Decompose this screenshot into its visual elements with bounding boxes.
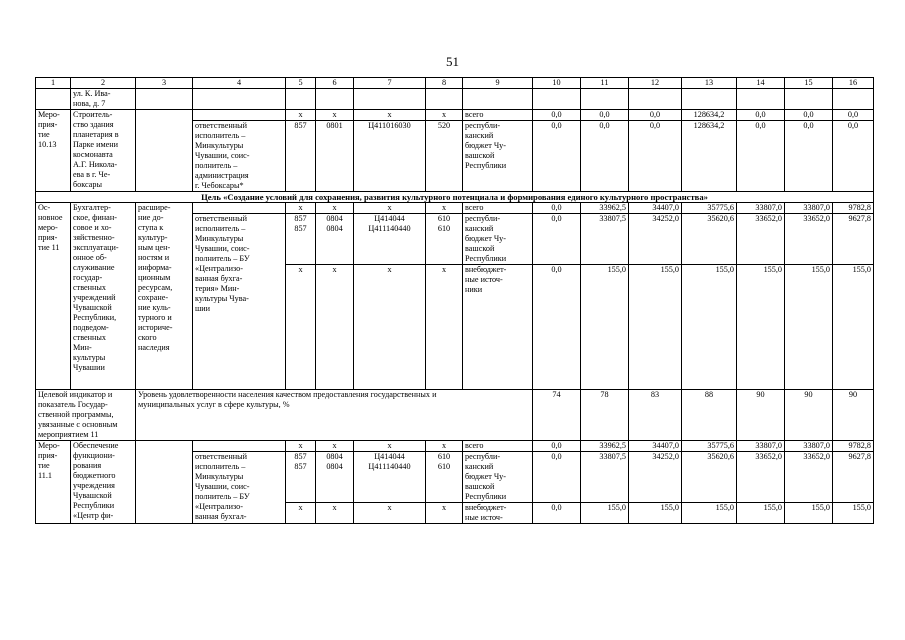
table-row: х х х х внебюджет- ные источ- 0,0 155,0 155,0 155,0 155,0 155,0 155,0 [36,503,874,524]
address-cell: ул. К. Ива- нова, д. 7 [71,89,136,110]
header-cell: 7 [354,78,426,89]
measure-label: Ос- новное меро- прия- тие 11 [36,203,71,390]
header-cell: 16 [833,78,874,89]
header-cell: 8 [426,78,463,89]
header-cell: 10 [533,78,581,89]
executor-cell: ответственный исполнитель – Минкультуры Чувашии, соис- полнитель – администрация г. Чебоксары* [193,121,286,192]
source-cell: внебюджет- ные источ- ники [463,265,533,390]
table-row: ответственный исполнитель – Минкультуры Чувашии, соис- полнитель – БУ «Централизо- ванная бухга- терия» Мин- культуры Чува- шии 857 857 0804 0804 Ц414044 Ц411140440 610 610 республи- канский бюджет Чу- вашской Республики 0,0 33807,5 34252,0 35620,6 33652,0 33652,0 9627,8 [36,214,874,265]
goal-cell: расшире- ние до- ступа к культур- ным цен- ностям и информа- ционным ресурсам, сохране- ние куль- турного и историче- ского наследия [136,203,193,390]
measure-name: Бухгалтер- ское, финан- совое и хо- зяйственно- эксплуатаци- онное об- служивание государ- ственных учреждений Чувашской Республики, подведом- ственных Мин- культуры Чувашии [71,203,136,390]
header-cell: 5 [286,78,316,89]
table-row: х х х х внебюджет- ные источ- ники 0,0 155,0 155,0 155,0 155,0 155,0 155,0 [36,265,874,390]
table-row: Ос- новное меро- прия- тие 11 Бухгалтер- ское, финан- совое и хо- зяйственно- эксплуатаци- онное об- служивание государ- ственных учреждений Чувашской Республики, подведом- ственных Мин- культуры Чувашии расшире- ние до- ступа к культур- ным цен- ностям и информа- ционным ресурсам, сохране- ние куль- турного и историче- ского наследия х х х х всего 0,0 33962,5 34407,0 35775,6 33807,0 33807,0 9782,8 [36,203,874,214]
source-cell: республи- канский бюджет Чу- вашской Республики [463,121,533,192]
table-row: Меро- прия- тие 11.1 Обеспечение функциони- рования бюджетного учреждения Чувашской Республики «Центр фи- х х х х всего 0,0 33962,5 34407,0 35775,6 33807,0 33807,0 9782,8 [36,441,874,452]
table-row: ответственный исполнитель – Минкультуры Чувашии, соис- полнитель – БУ «Централизо- ванная бухгал- 857 857 0804 0804 Ц414044 Ц411140440 610 610 республи- канский бюджет Чу- вашской Республики 0,0 33807,5 34252,0 35620,6 33652,0 33652,0 9627,8 [36,452,874,503]
header-cell: 13 [682,78,737,89]
measure-label: Меро- прия- тие 10.13 [36,110,71,192]
indicator-label: Целевой индикатор и показатель Государ- ственной программы, увязанные с основным мероприятием 11 [36,390,136,441]
header-cell: 3 [136,78,193,89]
header-cell: 14 [737,78,785,89]
table-row: Меро- прия- тие 10.13 Строитель- ство здания планетария в Парке имени космонавта А.Г. Никола- ева в г. Че- боксары х х х х всего 0,0 0,0 0,0 128634,2 0,0 0,0 0,0 [36,110,874,121]
continuation-row [36,89,874,110]
goal-row [36,192,874,203]
table-row: ответственный исполнитель – Минкультуры Чувашии, соис- полнитель – администрация г. Чебоксары* 857 0801 Ц411016030 520 республи- канский бюджет Чу- вашской Республики 0,0 0,0 0,0 128634,2 0,0 0,0 0,0 [36,121,874,192]
goal-heading: Цель «Создание условий для сохранения, развития культурного потенциала и формирования единого культурного пространства» [36,192,874,203]
measure-name: Обеспечение функциони- рования бюджетного учреждения Чувашской Республики «Центр фи- [71,441,136,524]
header-cell: 2 [71,78,136,89]
measure-name: Строитель- ство здания планетария в Парке имени космонавта А.Г. Никола- ева в г. Че- боксары [71,110,136,192]
header-cell: 15 [785,78,833,89]
header-cell: 4 [193,78,286,89]
header-cell: 9 [463,78,533,89]
executor-cell: ответственный исполнитель – Минкультуры Чувашии, соис- полнитель – БУ «Централизо- ванная бухгал- [193,452,286,524]
indicator-text: Уровень удовлетворенности населения качеством предоставления государственных и муниципальных услуг в сфере культуры, % [136,390,533,441]
source-cell: республи- канский бюджет Чу- вашской Республики [463,452,533,503]
source-cell: республи- канский бюджет Чу- вашской Республики [463,214,533,265]
indicator-row: Целевой индикатор и показатель Государ- ственной программы, увязанные с основным мероприятием 11 Уровень удовлетворенности населения качеством предоставления государственных и муниципальных услуг в сфере культуры, % 74 78 83 88 90 90 90 [36,390,874,441]
source-cell: внебюджет- ные источ- [463,503,533,524]
measure-label: Меро- прия- тие 11.1 [36,441,71,524]
header-row [36,78,874,89]
page-number: 51 [446,54,459,69]
header-cell: 12 [629,78,682,89]
header-cell: 11 [581,78,629,89]
header-cell: 1 [36,78,71,89]
executor-cell: ответственный исполнитель – Минкультуры Чувашии, соис- полнитель – БУ «Централизо- ванная бухга- терия» Мин- культуры Чува- шии [193,214,286,390]
header-cell: 6 [316,78,354,89]
program-table [35,77,874,524]
